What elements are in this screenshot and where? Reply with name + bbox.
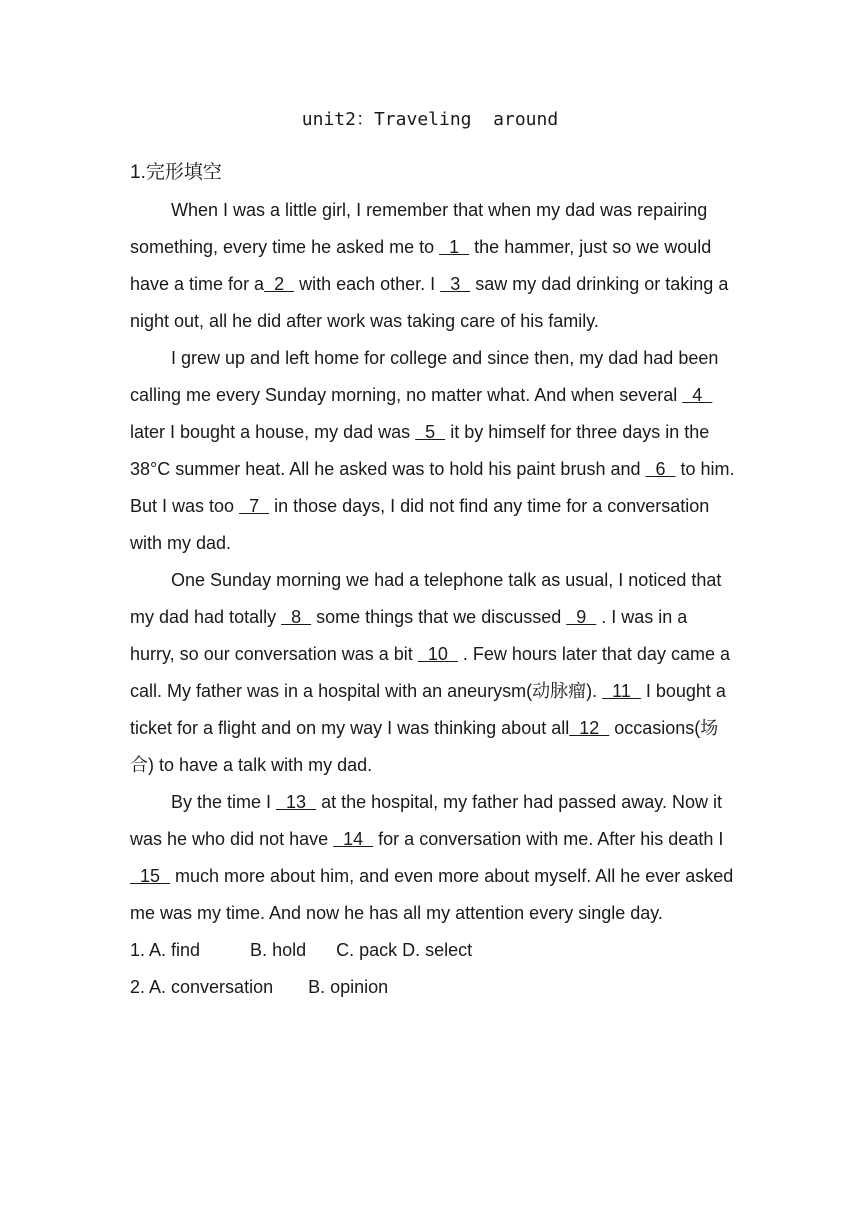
cloze-blank: 11 (602, 681, 641, 701)
cloze-blank: 3 (440, 274, 471, 294)
passage-text: later I bought a house, my dad was (130, 422, 416, 442)
cloze-blank: 13 (276, 792, 317, 812)
passage-paragraph (130, 192, 735, 340)
passage-paragraph (130, 784, 735, 932)
passage-text: some things that we discussed (311, 607, 567, 627)
passage-paragraph (130, 340, 735, 562)
cloze-blank: 4 (682, 385, 713, 405)
passage-text: occasions(场合) to have a talk with my dad. (130, 718, 719, 775)
section-heading: 1.完形填空 (130, 162, 222, 183)
passage-text: it by himself for three days in the 38°C summer heat. All he asked was to hold his paint brush and (130, 422, 710, 479)
cloze-passage (130, 192, 735, 932)
passage-text: for a conversation with me. After his death I (373, 829, 724, 849)
document-title: unit2：Traveling around (301, 109, 559, 130)
option-line: 1. A. find B. hold C. pack D. select (130, 940, 473, 960)
cloze-blank: 2 (264, 274, 295, 294)
cloze-blank: 6 (645, 459, 676, 479)
passage-text: the hammer, just so we would have a time for a (130, 237, 712, 294)
passage-text: One Sunday morning we had a telephone talk as usual, I noticed that my dad had totally (130, 570, 722, 627)
answer-options (130, 932, 735, 1006)
passage-text: to him. But I was too (130, 459, 735, 516)
passage-text: much more about him, and even more about myself. All he ever asked me was my time. And now he has all my attention every single day. (130, 866, 734, 923)
cloze-blank: 7 (239, 496, 270, 516)
passage-text: saw my dad drinking or taking a night out, all he did after work was taking care of his family. (130, 274, 729, 331)
passage-text: with each other. I (294, 274, 441, 294)
passage-paragraph (130, 562, 735, 784)
cloze-blank: 1 (439, 237, 470, 257)
cloze-blank: 15 (130, 866, 171, 886)
option-line: 2. A. conversation B. opinion (130, 977, 389, 997)
cloze-blank: 10 (417, 644, 458, 664)
passage-text: By the time I (171, 792, 277, 812)
cloze-blank: 5 (415, 422, 446, 442)
passage-text: . Few hours later that day came a call. My father was in a hospital with an aneurysm(动脉瘤). (130, 644, 730, 701)
passage-text: I grew up and left home for college and since then, my dad had been calling me every Sunday morning, no matter what. And when several (130, 348, 719, 405)
passage-text: I bought a ticket for a flight and on my way I was thinking about all (130, 681, 726, 738)
cloze-blank: 14 (333, 829, 374, 849)
cloze-content (130, 192, 735, 1006)
cloze-blank: 8 (281, 607, 312, 627)
passage-text: When I was a little girl, I remember that when my dad was repairing something, every time he asked me to (130, 200, 708, 257)
cloze-blank: 9 (566, 607, 597, 627)
passage-text: at the hospital, my father had passed away. Now it was he who did not have (130, 792, 722, 849)
passage-text: in those days, I did not find any time for a conversation with my dad. (130, 496, 710, 553)
passage-text: . I was in a hurry, so our conversation was a bit (130, 607, 688, 664)
cloze-blank: 12 (569, 718, 610, 738)
